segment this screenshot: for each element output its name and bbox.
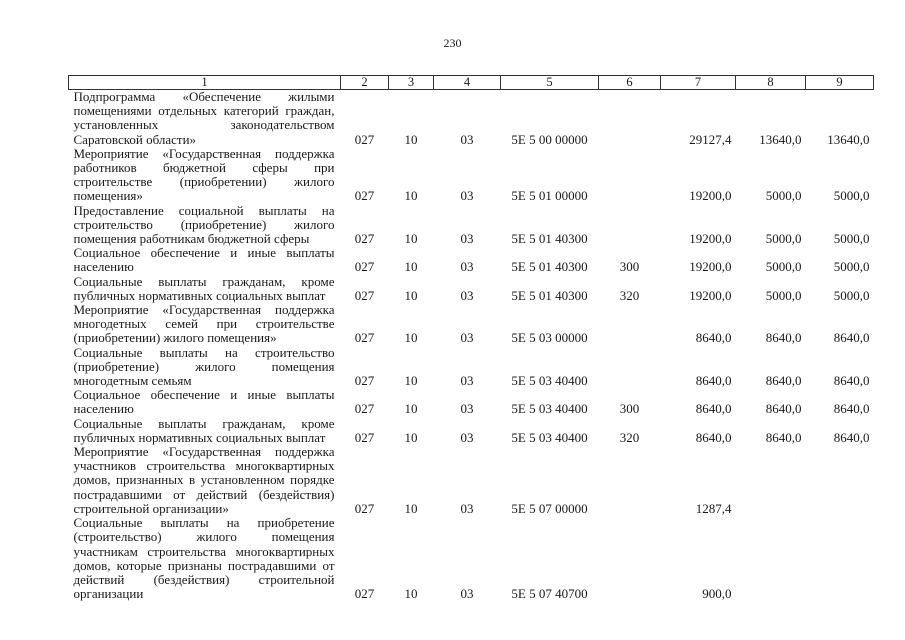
cell-c8: 8640,0 bbox=[765, 373, 802, 389]
cell-c9: 5000,0 bbox=[833, 259, 870, 275]
cell-c9: 8640,0 bbox=[833, 429, 870, 445]
cell-c2: 027 bbox=[354, 500, 375, 516]
cell-c2: 027 bbox=[354, 259, 375, 275]
cell-c4: 03 bbox=[460, 500, 474, 516]
table-row bbox=[69, 275, 874, 303]
cell-c5: 5Е 5 07 00000 bbox=[511, 500, 588, 516]
table-row bbox=[69, 303, 874, 346]
cell-c2: 027 bbox=[354, 287, 375, 303]
cell-c8: 8640,0 bbox=[765, 330, 802, 346]
row-description: Подпрограмма «Обеспечение жилыми помещениями отдельных категорий граждан, установленных законодательством Саратовской области» bbox=[73, 89, 335, 147]
cell-c7: 1287,4 bbox=[695, 500, 732, 516]
row-description: Социальные выплаты на строительство (приобретение) жилого помещения многодетным семьям bbox=[73, 344, 335, 389]
cell-c9: 8640,0 bbox=[833, 401, 870, 417]
row-description: Мероприятие «Государственная поддержка участников строительства многоквартирных домов, признанных в установленном порядке пострадавшими от действий (бездействия) строительной организации» bbox=[73, 444, 335, 516]
cell-c9 bbox=[806, 516, 874, 601]
cell-c5: 5Е 5 03 40400 bbox=[511, 373, 588, 389]
table-row bbox=[69, 445, 874, 516]
cell-c5: 5Е 5 01 40300 bbox=[511, 231, 588, 247]
cell-c4: 03 bbox=[460, 231, 474, 247]
cell-c9: 5000,0 bbox=[833, 287, 870, 303]
cell-c6 bbox=[599, 346, 661, 389]
cell-c6 bbox=[599, 445, 661, 516]
cell-c2: 027 bbox=[354, 429, 375, 445]
cell-c7: 19200,0 bbox=[689, 188, 732, 204]
cell-c7: 900,0 bbox=[702, 586, 732, 602]
column-header-8: 8 bbox=[736, 76, 806, 90]
cell-c5: 5Е 5 00 00000 bbox=[511, 131, 588, 147]
cell-c2: 027 bbox=[354, 586, 375, 602]
cell-c7: 8640,0 bbox=[695, 429, 732, 445]
cell-c3: 10 bbox=[404, 586, 418, 602]
cell-c6: 300 bbox=[619, 401, 640, 417]
cell-c6 bbox=[599, 516, 661, 601]
cell-c4: 03 bbox=[460, 401, 474, 417]
cell-c4: 03 bbox=[460, 259, 474, 275]
cell-c5: 5Е 5 03 40400 bbox=[511, 401, 588, 417]
column-header-6: 6 bbox=[599, 76, 661, 90]
cell-c8: 5000,0 bbox=[765, 188, 802, 204]
cell-c2: 027 bbox=[354, 330, 375, 346]
cell-c6 bbox=[599, 204, 661, 247]
cell-c9: 5000,0 bbox=[833, 231, 870, 247]
cell-c9: 13640,0 bbox=[827, 131, 870, 147]
column-header-3: 3 bbox=[389, 76, 434, 90]
cell-c3: 10 bbox=[404, 188, 418, 204]
table-row bbox=[69, 204, 874, 247]
row-description: Социальные выплаты гражданам, кроме публичных нормативных социальных выплат bbox=[73, 273, 335, 303]
cell-c8: 13640,0 bbox=[759, 131, 802, 147]
cell-c7: 29127,4 bbox=[689, 131, 732, 147]
cell-c5: 5Е 5 03 40400 bbox=[511, 429, 588, 445]
cell-c7: 8640,0 bbox=[695, 373, 732, 389]
row-description: Предоставление социальной выплаты на строительство (приобретение) жилого помещения работникам бюджетной сферы bbox=[73, 202, 335, 247]
column-header-9: 9 bbox=[806, 76, 874, 90]
cell-c2: 027 bbox=[354, 188, 375, 204]
cell-c7: 8640,0 bbox=[695, 401, 732, 417]
cell-c3: 10 bbox=[404, 401, 418, 417]
cell-c8 bbox=[736, 445, 806, 516]
cell-c4: 03 bbox=[460, 429, 474, 445]
cell-c7: 19200,0 bbox=[689, 287, 732, 303]
cell-c2: 027 bbox=[354, 373, 375, 389]
column-header-7: 7 bbox=[661, 76, 736, 90]
cell-c6 bbox=[599, 147, 661, 204]
cell-c9: 8640,0 bbox=[833, 373, 870, 389]
cell-c5: 5Е 5 01 40300 bbox=[511, 259, 588, 275]
cell-c4: 03 bbox=[460, 287, 474, 303]
cell-c8: 5000,0 bbox=[765, 287, 802, 303]
cell-c4: 03 bbox=[460, 373, 474, 389]
cell-c3: 10 bbox=[404, 131, 418, 147]
row-description: Мероприятие «Государственная поддержка работников бюджетной сферы при строительстве (приобретении) жилого помещения» bbox=[73, 145, 335, 204]
cell-c6: 320 bbox=[619, 287, 640, 303]
cell-c2: 027 bbox=[354, 231, 375, 247]
cell-c6: 320 bbox=[619, 429, 640, 445]
cell-c8: 5000,0 bbox=[765, 259, 802, 275]
cell-c5: 5Е 5 07 40700 bbox=[511, 586, 588, 602]
budget-table bbox=[68, 75, 874, 601]
column-header-2: 2 bbox=[341, 76, 389, 90]
cell-c8 bbox=[736, 516, 806, 601]
cell-c7: 19200,0 bbox=[689, 259, 732, 275]
row-description: Социальные выплаты на приобретение (строительство) жилого помещения участникам строительства многоквартирных домов, которые признаны пострадавшими от действий (бездействия) строительной организации bbox=[73, 515, 335, 602]
cell-c6 bbox=[599, 303, 661, 346]
cell-c7: 19200,0 bbox=[689, 231, 732, 247]
page-number: 230 bbox=[443, 36, 462, 50]
cell-c6: 300 bbox=[619, 259, 640, 275]
cell-c4: 03 bbox=[460, 330, 474, 346]
cell-c2: 027 bbox=[354, 131, 375, 147]
table-row bbox=[69, 246, 874, 274]
table-row bbox=[69, 516, 874, 601]
cell-c9 bbox=[806, 445, 874, 516]
column-header-1: 1 bbox=[69, 76, 341, 90]
row-description: Социальное обеспечение и иные выплаты населению bbox=[73, 245, 335, 275]
cell-c3: 10 bbox=[404, 500, 418, 516]
cell-c4: 03 bbox=[460, 586, 474, 602]
cell-c3: 10 bbox=[404, 373, 418, 389]
table-row bbox=[69, 90, 874, 147]
table-row bbox=[69, 346, 874, 389]
cell-c8: 8640,0 bbox=[765, 429, 802, 445]
cell-c8: 8640,0 bbox=[765, 401, 802, 417]
cell-c3: 10 bbox=[404, 429, 418, 445]
cell-c9: 8640,0 bbox=[833, 330, 870, 346]
cell-c2: 027 bbox=[354, 401, 375, 417]
cell-c4: 03 bbox=[460, 188, 474, 204]
column-header-4: 4 bbox=[434, 76, 501, 90]
cell-c6 bbox=[599, 90, 661, 147]
column-header-5: 5 bbox=[501, 76, 599, 90]
cell-c3: 10 bbox=[404, 231, 418, 247]
cell-c3: 10 bbox=[404, 259, 418, 275]
cell-c5: 5Е 5 01 40300 bbox=[511, 287, 588, 303]
row-description: Социальные выплаты гражданам, кроме публичных нормативных социальных выплат bbox=[73, 415, 335, 445]
cell-c5: 5Е 5 03 00000 bbox=[511, 330, 588, 346]
table-row bbox=[69, 388, 874, 416]
row-description: Социальное обеспечение и иные выплаты населению bbox=[73, 387, 335, 417]
cell-c8: 5000,0 bbox=[765, 231, 802, 247]
cell-c4: 03 bbox=[460, 131, 474, 147]
cell-c3: 10 bbox=[404, 330, 418, 346]
cell-c7: 8640,0 bbox=[695, 330, 732, 346]
cell-c9: 5000,0 bbox=[833, 188, 870, 204]
table-row bbox=[69, 147, 874, 204]
cell-c3: 10 bbox=[404, 287, 418, 303]
row-description: Мероприятие «Государственная поддержка многодетных семей при строительстве (приобретении) жилого помещения» bbox=[73, 302, 335, 346]
cell-c5: 5Е 5 01 00000 bbox=[511, 188, 588, 204]
table-row bbox=[69, 417, 874, 445]
header-row bbox=[69, 76, 874, 90]
